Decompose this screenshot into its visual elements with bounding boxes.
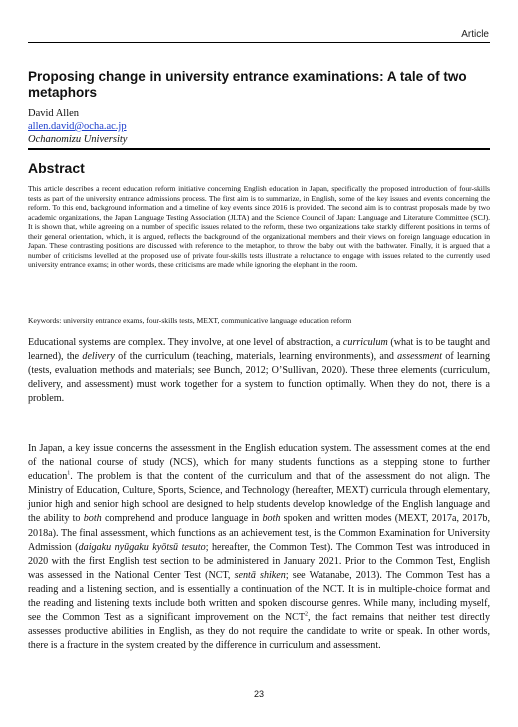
body-paragraph-1: Educational systems are complex. They involve, at one level of abstraction, a curriculum (what is to be taught and learned), the delivery of the curriculum (teaching, materials, learning environments), and assessment of learning (tests, evaluation methods and materials; see Bunch, 2012; O’Sullivan, 2020). These three elements (curriculum, delivery, and assessment) must work together for a system to function optimally. When they do not, there is a problem. bbox=[28, 337, 491, 405]
footnote-ref-1[interactable]: 1 bbox=[67, 470, 71, 477]
header-rule bbox=[28, 42, 490, 43]
emphasis-delivery: delivery bbox=[82, 351, 115, 363]
abstract-text: This article describes a recent education reform initiative concerning English education in Japan, specifically the proposed introduction of four-skills tests as part of the university entrance admissions process. The first aim is to summarize, in English, some of the key issues and events concerning the reform. To this end, background information and a timeline of key events since 2016 is provided. The second aim is to contrast proposals made by two academic organizations, the Japan Language Testing Association (JLTA) and the Science Council of Japan: Language and Literature Committee (SCJ). It is shown that, while agreeing on a number of specific issues related to the reform, these two organizations take starkly different positions in terms of their general orientation, which, it is argued, reflects the background of the organizational members and their views on foreign language education in Japan. These contrasting positions are discussed with reference to the metaphor, to throw the baby out with the bathwater. Finally, it is argued that a number of criticisms levelled at the proposed use of private four-skills tests illustrate a reluctance to engage with issues related to the currently used university entrance exams; in other words, these criticisms are made while ignoring the elephant in the room. bbox=[28, 184, 490, 269]
author-name: David Allen bbox=[28, 108, 80, 119]
emphasis-curriculum: curriculum bbox=[342, 337, 388, 348]
body-paragraph-2: In Japan, a key issue concerns the assessment in the English education system. The assessment comes at the end of the national course of study (NCS), which for many students functions as a stepping stone to further education$^1$. The problem is that the content of the curriculum and that of the assessment do not align. The Ministry of Education, Culture, Sports, Science, and Technology (hereafter, MEXT) curricula through elementary, junior high and senior high school are designed to help students develop knowledge of the English language and the ability to both comprehend and produce language in both spoken and written modes (MEXT, 2017a, 2017b, 2018a). The final assessment, which functions as an achievement test, is the Common Examination for University Admission (daigaku nyūgaku kyōtsū tesuto; hereafter, the Common Test). The Common Test was introduced in 2020 with the first English test section to be administered in January 2021. Prior to the Common Test, English was assessed in the National Center Test (NCT, sentā shiken; see Watanabe, 2013). The Common Test has a reading and a listening section, and is essentially a continuation of the NCT. It is in multiple-choice format and the reading and listening texts include both written and spoken discourse genres. While many, including myself, see the Common Test as a significant improvement on the NCT$^2$, the fact remains that neither test directly assesses productive abilities in English, as they do not require the candidate to write or speak. In other words, there is a fracture in the system created by the difference in curriculum and assessment. bbox=[28, 443, 491, 652]
emphasis-assessment: assessment bbox=[397, 351, 443, 363]
section-rule bbox=[28, 148, 490, 150]
footnote-ref-2[interactable]: 2 bbox=[305, 611, 309, 618]
author-affiliation: Ochanomizu University bbox=[28, 134, 128, 145]
emphasis-center-test-japanese: sentā shiken bbox=[234, 569, 286, 581]
keywords: Keywords: university entrance exams, four-skills tests, MEXT, communicative language education reform bbox=[28, 316, 352, 325]
abstract-heading: Abstract bbox=[28, 160, 85, 176]
author-email-link[interactable]: allen.david@ocha.ac.jp bbox=[28, 121, 127, 132]
emphasis-both-1: both bbox=[83, 513, 102, 525]
emphasis-both-2: both bbox=[262, 513, 281, 525]
emphasis-common-test-japanese: daigaku nyūgaku kyōtsū tesuto bbox=[78, 541, 206, 553]
article-title: Proposing change in university entrance examinations: A tale of two metaphors bbox=[28, 69, 467, 100]
page-number: 23 bbox=[253, 689, 264, 699]
article-type-label: Article bbox=[461, 29, 489, 40]
